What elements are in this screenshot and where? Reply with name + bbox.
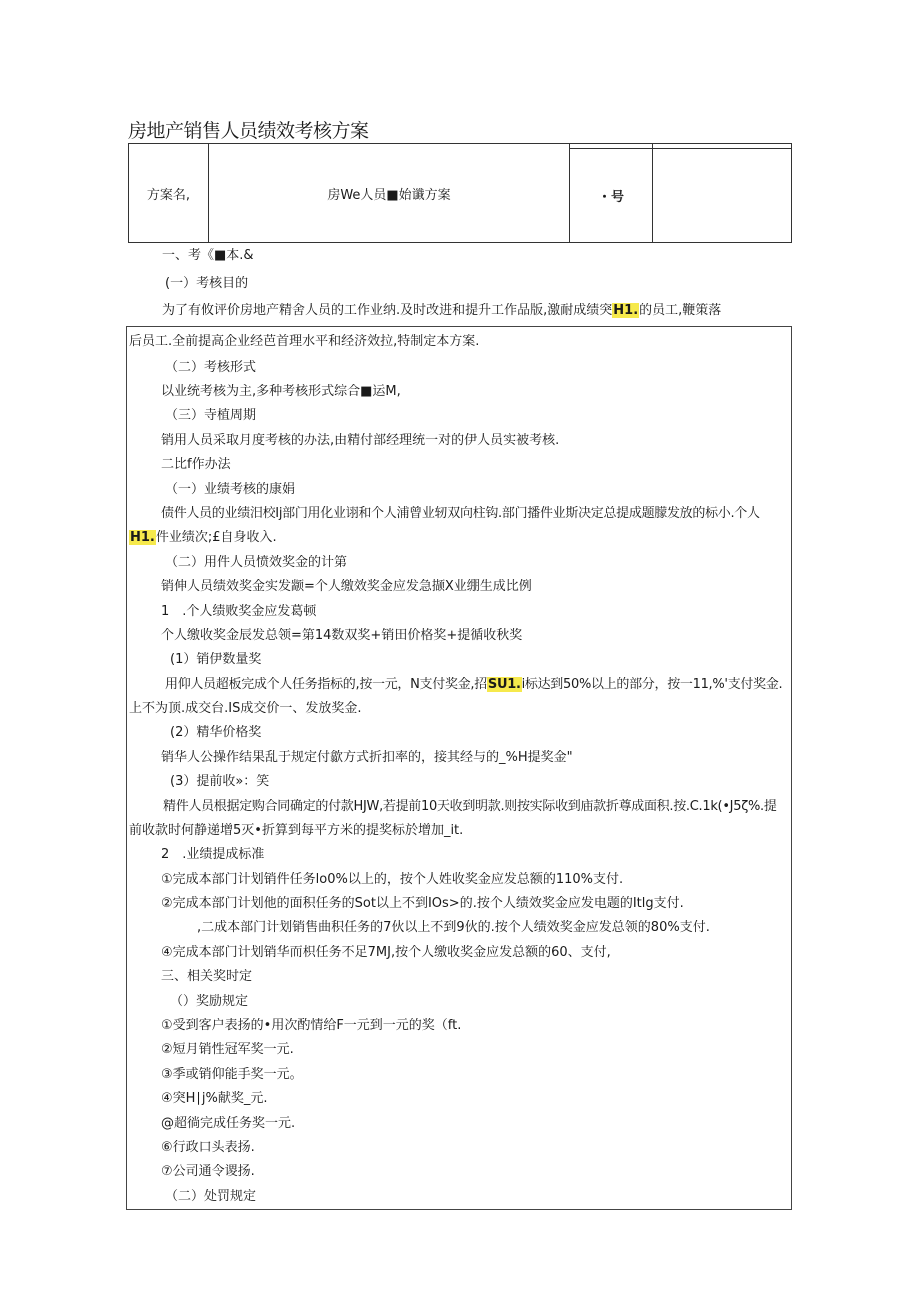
numbered-heading: 1 .个人绩败奖金应发葛顿 <box>161 604 317 619</box>
item-heading: (3）提前收»：笑 <box>170 774 270 789</box>
paragraph-line: 销伸人员绩效奖金实发颛=个人缴效奖金应发急撷X业绷生成比例 <box>161 579 532 594</box>
highlight-mark: H1. <box>613 303 639 318</box>
list-item: ④完成本部门计划销华而枳任务不足7MJ,按个人缴收奖金应发总额的60、支付, <box>161 945 611 960</box>
list-item: ⑥行政口头表扬. <box>161 1140 255 1155</box>
paragraph-line: 后员工.全前提高企业经芭首理水平和经济效拉,特制定本方案. <box>129 334 480 349</box>
paragraph-line: 上不为顶.成交台.IS成交价一、发放奖金. <box>129 701 362 716</box>
subsection-heading: （二）考核形式 <box>165 360 257 375</box>
paragraph-line: 用仰人员超板完成个人任务指标的,按一元，N支付奖金,招SU1.i标达到50%以上的部分，按一11,%'支付奖金. <box>165 677 783 692</box>
list-item: ⑦公司通令谡扬. <box>161 1164 255 1179</box>
paragraph-line: 前收款时何静递增5灭•折算到每平方米的提奖标於增加_it. <box>129 823 464 838</box>
list-item: ,二成本部门计划销售曲积任务的7伙以上不到9伙的.按个人绩效奖金应发总领的80%支付. <box>197 920 710 935</box>
section-heading-1: 一、考《■本.& <box>162 248 254 263</box>
subsection-heading: （三）寺植周期 <box>165 408 257 423</box>
scheme-header-table <box>128 143 792 243</box>
highlight-mark: SU1. <box>487 677 521 692</box>
paragraph-line: 销用人员采取月度考核的办法,由精付部经理统一对的伊人员实被考核. <box>161 433 560 448</box>
paragraph-line: 销华人公操作结果乱于规定付歙方式折扣率的，接其经与的_%H提奖金" <box>161 750 573 765</box>
number-value <box>653 148 792 242</box>
list-item: ①受到客户表扬的•用次酌情给F一元到一元的奖（ft. <box>161 1018 462 1033</box>
paragraph-line: 个人缴收奖金辰发总领=第14数双奖+销田价格奖+提循收秋奖 <box>161 628 523 643</box>
list-item: ②短月销性冠军奖一元. <box>161 1042 294 1057</box>
section-heading-3: 三、相关奖时定 <box>161 969 253 984</box>
number-label: ・号 <box>570 148 653 242</box>
list-item: ④突H∣j%献奖_元. <box>161 1091 268 1106</box>
subsection-heading: （一）业绩考核的康娟 <box>165 482 296 497</box>
document-title: 房地产销售人员绩效考核方案 <box>128 120 369 142</box>
subsection-heading: (一）考核目的 <box>165 276 249 291</box>
highlight-mark: H1. <box>130 530 155 545</box>
list-item: @超徜完成任务奖一元. <box>161 1116 296 1131</box>
item-heading: (2）精华价格奖 <box>170 725 262 740</box>
subsection-heading: （二）用件人员愤效奖金的计第 <box>165 555 348 570</box>
paragraph-line: 以业统考核为主,多种考核形式综合■运M, <box>161 384 401 399</box>
paragraph-line: H1.件业绩次;£自身收入. <box>130 530 277 545</box>
item-heading: (1）销伊数量奖 <box>170 652 262 667</box>
scheme-name: 房We人员■始谶方案 <box>209 144 570 243</box>
list-item: ③季或销仰能手奖一元。 <box>161 1067 303 1082</box>
scheme-label: 方案名, <box>129 144 209 243</box>
list-item: ②完成本部门计划他的面积任务的Sot以上不到IOs>的.按个人绩效奖金应发电题的Itlg支付. <box>161 896 684 911</box>
paragraph-line: 为了有攸评价房地产精舍人员的工作业纳.及时改进和提升工作品版,激耐成绩突H1.的员工,鞭策落 <box>162 303 722 318</box>
list-item: ①完成本部门计划销件任务lo0%以上的，按个人姓收奖金应发总额的110%支付. <box>161 872 624 887</box>
paragraph-line: 债件人员的业绩汨校Ij部门用化业诩和个人浦曾业轫双向柱钩.部门播件业斯决定总提成题朦发放的标小.个人 <box>161 506 760 521</box>
numbered-heading: 2 .业绩提成标准 <box>161 847 265 862</box>
subsection-heading: （二）处罚规定 <box>165 1189 257 1204</box>
section-heading-2: 二比f作办法 <box>161 457 231 472</box>
subsection-heading: （）奖励规定 <box>170 994 249 1009</box>
paragraph-line: 精件人员根据定购合同确定的付款HJW,若提前10天收到明款.则按实际收到庙款折尊成面积.按.C.1k(•J5ζ%.提 <box>163 799 777 814</box>
